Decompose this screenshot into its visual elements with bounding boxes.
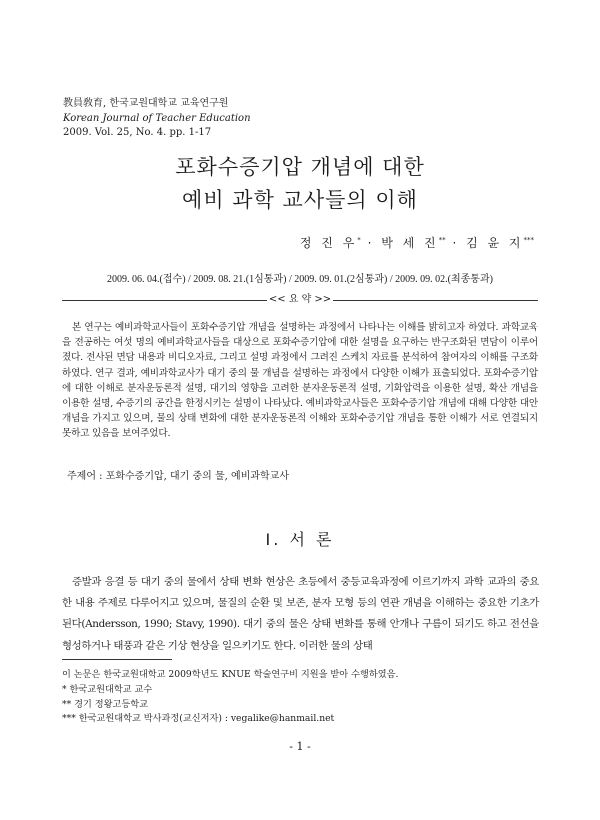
review-dates: 2009. 06. 04.(접수) / 2009. 08. 21.(1심통과) / 2009. 09. 01.(2심통과) / 2009. 09. 02.(최종통과) — [107, 274, 493, 285]
journal-name-korean: 教員敎育, 한국교원대학교 교육연구원 — [63, 98, 229, 109]
footnote-author-1: * 한국교원대학교 교수 — [62, 683, 153, 695]
author-separator: · — [445, 236, 467, 250]
journal-name-english: Korean Journal of Teacher Education — [63, 112, 251, 124]
author-1-mark: * — [357, 236, 361, 244]
abstract-text: 본 연구는 예비과학교사들이 포화수증기압 개념을 설명하는 과정에서 나타나는 이해를 밝히고자 하였다. 과학교육을 전공하는 여섯 명의 예비과학교사들을 대상으로 포화수증기압에 대한 설명을 요구하는 반구조화된 면담이 이루어졌다. 전사된 면담 내용과 비디오자료, 그리고 설명 과정에서 그려진 스케치 자료를 분석하여 참여자의 이해를 구조화하였다. 연구 결과, 예비과학교사가 대기 중의 물 개념을 설명하는 과정에서 다양한 이해가 표출되었다. 포화수증기압에 대한 이해로 분자운동론적 설명, 대기의 영향을 고려한 분자운동론적 설명, 기화압력을 이용한 설명, 확산 개념을 이용한 설명, 수증기의 공간을 한정시키는 설명이 나타났다. 예비과학교사들은 포화수증기압 개념에 대해 다양한 대안 개념을 가지고 있으며, 물의 상태 변화에 대한 분자운동론적 이해와 포화수증기압 개념을 통한 이해가 서로 연결되지 못하고 있음을 보여주었다. — [62, 322, 538, 440]
footnote-author-3: *** 한국교원대학교 박사과정(교신저자) : vegalike@hanmail.net — [62, 713, 335, 725]
section-heading: Ⅰ. 서 론 — [265, 530, 335, 549]
author-separator: · — [360, 236, 382, 250]
page-number: - 1 - — [289, 740, 311, 753]
author-3-mark: *** — [523, 236, 534, 244]
author-list — [300, 234, 534, 251]
journal-header — [63, 97, 251, 141]
paper-title-line-1: 포화수증기압 개념에 대한 — [175, 155, 425, 179]
author-2: 박 세 진 — [381, 236, 439, 250]
journal-volume: 2009. Vol. 25, No. 4. pp. 1-17 — [63, 127, 212, 138]
footnote-divider — [62, 659, 172, 660]
body-paragraph: 증발과 응결 등 대기 중의 물에서 상태 변화 현상은 초등에서 중등교육과정에 이르기까지 과학 교과의 중요한 내용 주제로 다루어지고 있으며, 물질의 순환 및 보존, 분자 모형 등의 연관 개념을 이해하는 중요한 기초가 된다(Andersson, 1990; Stavy, 1990). 대기 중의 물은 상태 변화를 통해 안개나 구름이 되기도 하고 전선을 형성하거나 태풍과 같은 기상 현상을 일으키기도 한다. 이러한 물의 상태 — [62, 576, 539, 652]
footnote-funding: 이 논문은 한국교원대학교 2009학년도 KNUE 학술연구비 지원을 받아 수행하였음. — [62, 669, 399, 680]
paper-title-line-2: 예비 과학 교사들의 이해 — [182, 188, 418, 212]
author-3: 김 윤 지 — [466, 236, 524, 250]
abstract-heading — [62, 292, 538, 308]
keywords: 주제어 : 포화수증기압, 대기 중의 물, 예비과학교사 — [67, 471, 289, 482]
author-2-mark: ** — [438, 236, 446, 244]
author-1: 정 진 우 — [299, 236, 358, 250]
footnote-author-2: ** 경기 정왕고등학교 — [62, 698, 149, 710]
footnotes — [62, 668, 398, 727]
abstract-label: << 요 약 >> — [268, 294, 332, 305]
